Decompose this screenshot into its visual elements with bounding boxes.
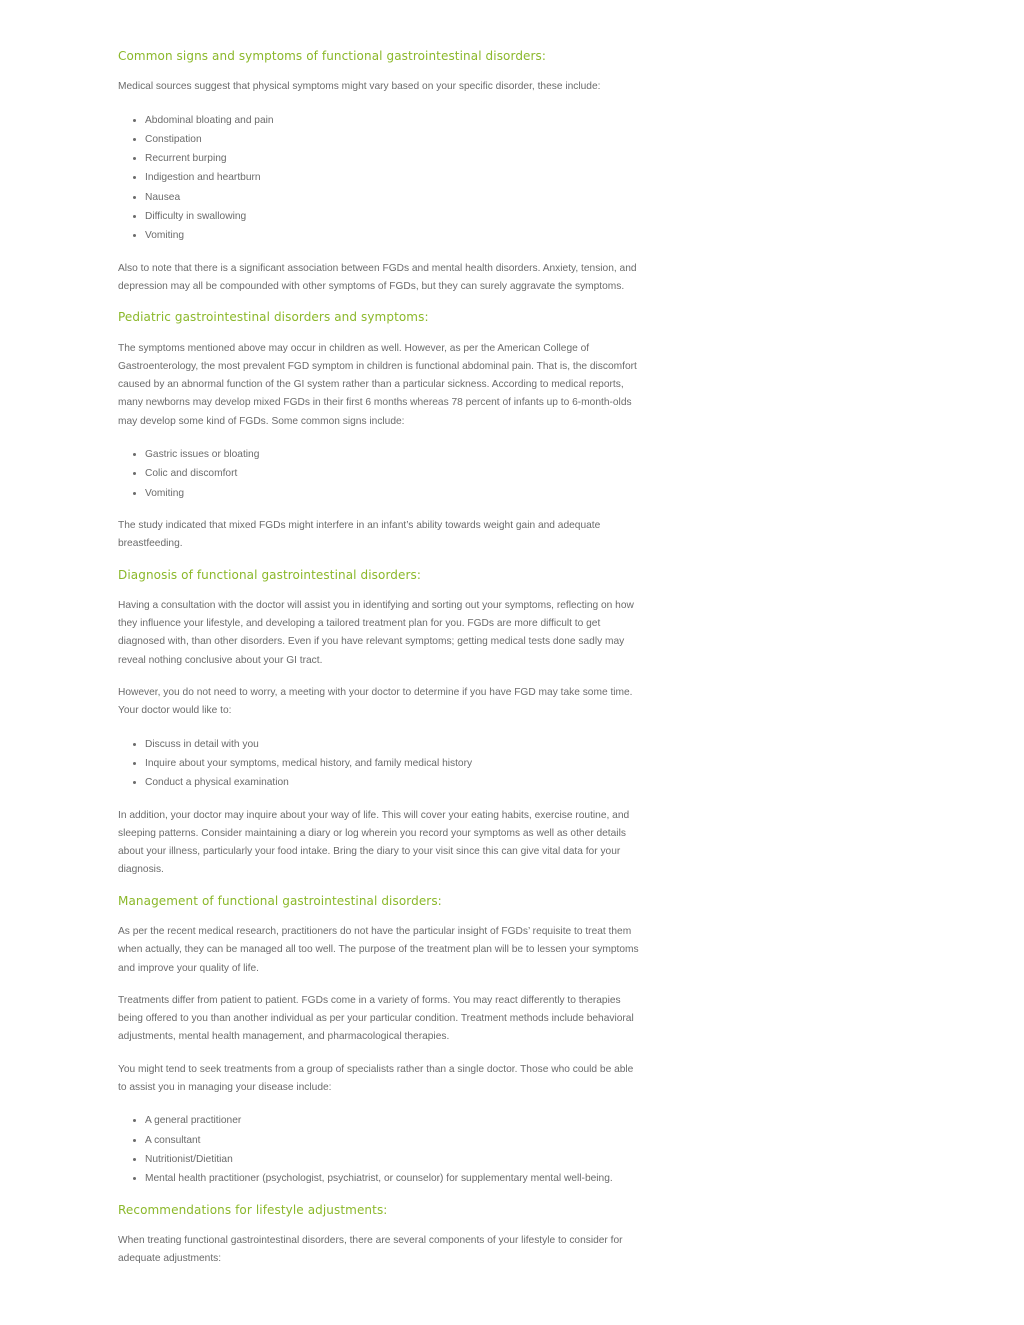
symptoms-list <box>118 111 642 246</box>
list-item: • Indigestion and heartburn <box>145 168 642 187</box>
paragraph: In addition, your doctor may inquire about your way of life. This will cover your eating habits, exercise routine, and sleeping patterns. Consider maintaining a diary or log wherein you record your symptoms as well as other details about your illness, particularly your food intake. Bring the diary to your visit since this can give vital data for your diagnosis. <box>118 809 630 876</box>
list-item: • Vomiting <box>145 484 642 503</box>
list-item: • Colic and discomfort <box>145 464 642 483</box>
section-heading-symptoms: Common signs and symptoms of functional gastrointestinal disorders: <box>118 49 547 63</box>
paragraph: Treatments differ from patient to patient. FGDs come in a variety of forms. You may react differently to therapies being offered to you than another individual as per your particular condition. Treatment methods include behavioral adjustments, mental health management, and pharmacological therapies. <box>118 994 634 1043</box>
paragraph: You might tend to seek treatments from a group of specialists rather than a single doctor. Those who could be able to assist you in managing your disease include: <box>118 1063 634 1094</box>
list-item: • Gastric issues or bloating <box>145 445 642 464</box>
paragraph: However, you do not need to worry, a meeting with your doctor to determine if you have FGD may take some time. Your doctor would like to: <box>118 687 633 717</box>
article <box>118 44 642 1268</box>
section-heading-diagnosis: Diagnosis of functional gastrointestinal disorders: <box>118 567 422 582</box>
specialists-list <box>118 1111 642 1188</box>
list-item: • Mental health practitioner (psychologist, psychiatrist, or counselor) for supplementary mental well-being. <box>145 1169 642 1188</box>
list-item: • Inquire about your symptoms, medical history, and family medical history <box>145 754 642 773</box>
paragraph: The symptoms mentioned above may occur in children as well. However, as per the American College of Gastroenterology, the most prevalent FGD symptom in children is functional abdominal pain. That is, the discomfort caused by an abnormal function of the GI system rather than a particular sickness. According to medical reports, many newborns may develop mixed FGDs in their first 6 months whereas 78 percent of infants up to 6-month-olds may develop some kind of FGDs. Some common signs include: <box>118 342 637 427</box>
paragraph: When treating functional gastrointestinal disorders, there are several components of your lifestyle to consider for adequate adjustments: <box>118 1234 623 1265</box>
list-item: • Vomiting <box>145 226 642 245</box>
list-item: • Abdominal bloating and pain <box>145 111 642 130</box>
paragraph: Having a consultation with the doctor will assist you in identifying and sorting out your symptoms, reflecting on how they influence your lifestyle, and developing a tailored treatment plan for you. FGDs are more difficult to get diagnosed with, than other disorders. Even if you have relevant symptoms; getting medical tests done sadly may reveal nothing conclusive about your GI tract. <box>118 599 634 666</box>
list-item: • Nausea <box>145 188 642 207</box>
doctor-actions-list <box>118 735 642 793</box>
paragraph: Also to note that there is a significant association between FGDs and mental health disorders. Anxiety, tension, and depression may all be compounded with other symptoms of FGDs, but they can surely aggravate the symptoms. <box>118 262 637 292</box>
list-item: • A consultant <box>145 1131 642 1150</box>
pediatric-signs-list <box>118 445 642 503</box>
list-item: • Constipation <box>145 130 642 149</box>
list-item: • Recurrent burping <box>145 149 642 168</box>
section-heading-management: Management of functional gastrointestinal disorders: <box>118 893 442 908</box>
paragraph: The study indicated that mixed FGDs might interfere in an infant’s ability towards weight gain and adequate breastfeeding. <box>118 519 601 550</box>
section-heading-pediatric: Pediatric gastrointestinal disorders and symptoms: <box>118 310 429 325</box>
paragraph: As per the recent medical research, practitioners do not have the particular insight of FGDs’ requisite to treat them when actually, they can be managed all too well. The purpose of the treatment plan will be to lessen your symptoms and improve your quality of life. <box>118 925 639 974</box>
list-item: • A general practitioner <box>145 1111 642 1130</box>
list-item: • Difficulty in swallowing <box>145 207 642 226</box>
list-item: • Discuss in detail with you <box>145 735 642 754</box>
list-item: • Nutritionist/Dietitian <box>145 1150 642 1169</box>
list-item: • Conduct a physical examination <box>145 773 642 792</box>
paragraph: Medical sources suggest that physical symptoms might vary based on your specific disorder, these include: <box>118 81 601 93</box>
section-heading-lifestyle: Recommendations for lifestyle adjustments: <box>118 1202 388 1217</box>
